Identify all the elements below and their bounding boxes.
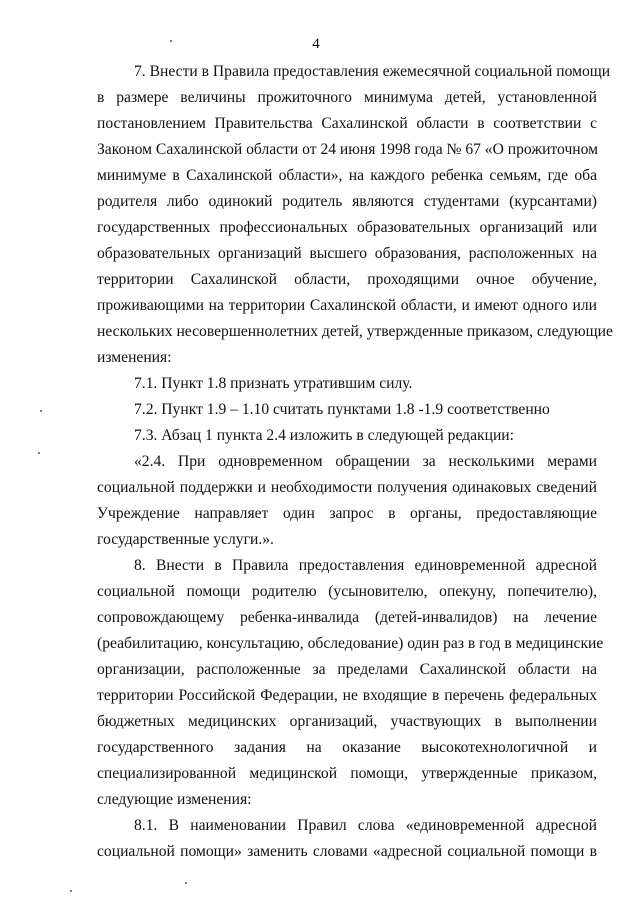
scan-speck [40, 410, 42, 412]
scan-speck [185, 882, 187, 884]
text-line: 8. Внести в Правила предоставления единовременной адресной [134, 557, 597, 574]
text-line: 7. Внести в Правила предоставления ежемесячной социальной помощи [134, 63, 611, 80]
text-line: социальной помощи» заменить словами «адресной социальной помощи в [97, 843, 597, 860]
text-line: государственного задания на оказание высокотехнологичной и [97, 739, 597, 756]
scan-speck [38, 452, 40, 454]
text-line: образовательных организаций высшего образования, расположенных на [97, 245, 597, 262]
text-line: проживающими на территории Сахалинской области, и имеют одного или [97, 297, 597, 314]
text-line: 7.3. Абзац 1 пункта 2.4 изложить в следующей редакции: [134, 427, 514, 444]
text-line: постановлением Правительства Сахалинской области в соответствии с [97, 115, 597, 132]
text-line: изменения: [97, 349, 172, 366]
text-line: государственные услуги.». [97, 531, 274, 548]
text-line: Учреждение направляет один запрос в органы, предоставляющие [97, 505, 597, 522]
text-line: 7.1. Пункт 1.8 признать утратившим силу. [134, 375, 413, 392]
text-line: бюджетных медицинских организаций, участвующих в выполнении [97, 713, 597, 730]
text-line: социальной поддержки и необходимости получения одинаковых сведений [97, 479, 597, 496]
text-line: сопровождающему ребенка-инвалида (детей-инвалидов) на лечение [97, 609, 597, 626]
text-line: минимуме в Сахалинской области», на каждого ребенка семьям, где оба [97, 167, 597, 184]
text-line: 8.1. В наименовании Правил слова «единовременной адресной [134, 817, 597, 834]
text-line: территории Сахалинской области, проходящими очное обучение, [97, 271, 597, 288]
text-line: Законом Сахалинской области от 24 июня 1998 года № 67 «О прожиточном [97, 141, 598, 158]
text-line: нескольких несовершеннолетних детей, утвержденные приказом, следующие [97, 323, 613, 340]
scan-speck [70, 890, 72, 892]
text-line: (реабилитацию, консультацию, обследование) один раз в год в медицинские [97, 635, 604, 652]
text-line: организации, расположенные за пределами Сахалинской области на [97, 661, 597, 678]
scan-speck [170, 40, 172, 42]
text-line: следующие изменения: [97, 791, 252, 808]
text-line: социальной помощи родителю (усыновителю, опекуну, попечителю), [97, 583, 597, 600]
text-line: территории Российской Федерации, не входящие в перечень федеральных [97, 687, 597, 704]
text-line: в размере величины прожиточного минимума детей, установленной [97, 89, 597, 106]
text-line: специализированной медицинской помощи, утвержденные приказом, [97, 765, 597, 782]
text-line: государственных профессиональных образовательных организаций или [97, 219, 597, 236]
page-number: 4 [312, 36, 320, 52]
text-line: «2.4. При одновременном обращении за несколькими мерами [134, 453, 597, 470]
text-line: 7.2. Пункт 1.9 – 1.10 считать пунктами 1.8 -1.9 соответственно [134, 401, 550, 418]
text-line: родителя либо одинокий родитель являются студентами (курсантами) [97, 193, 597, 210]
